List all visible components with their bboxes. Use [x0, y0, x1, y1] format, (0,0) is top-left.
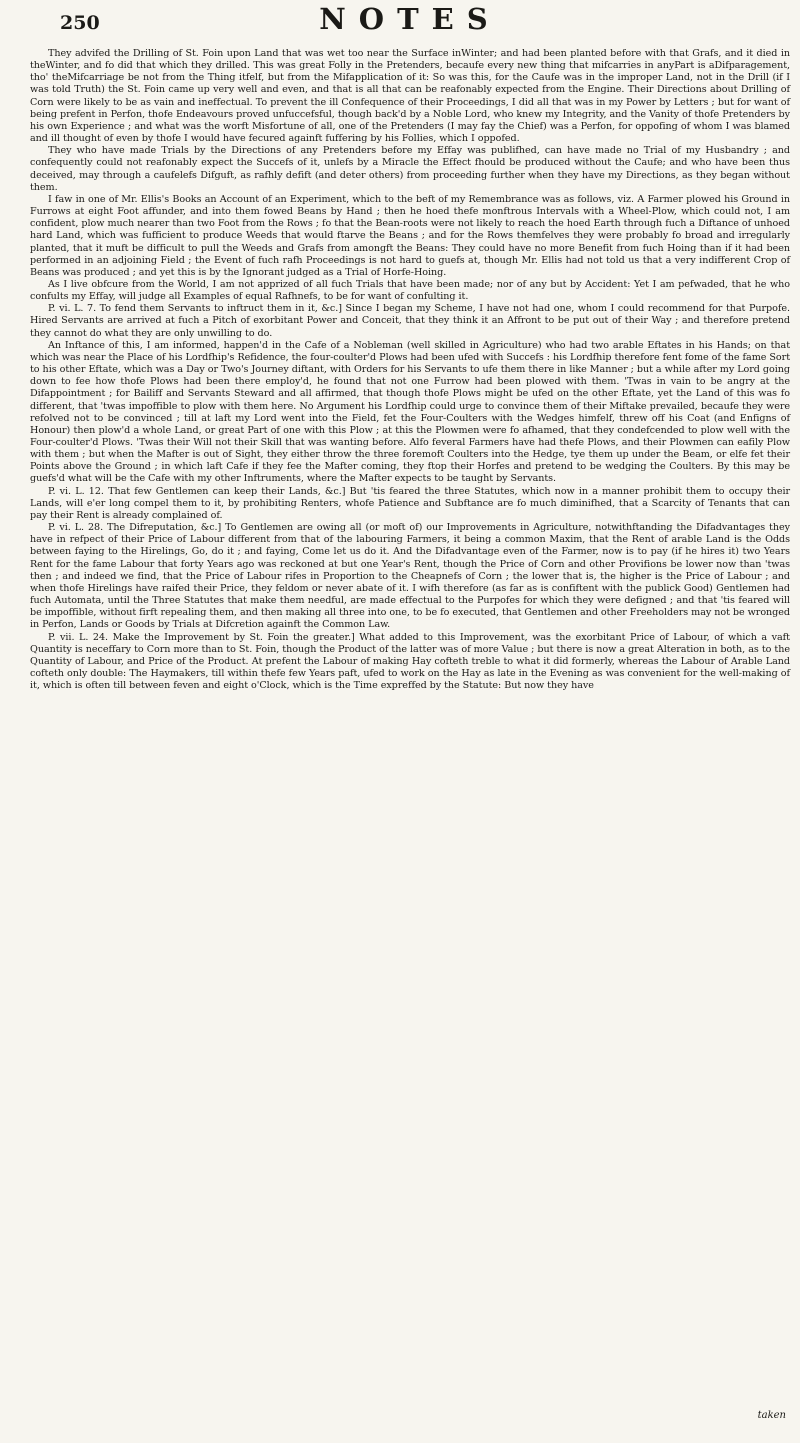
page-header — [30, 0, 790, 48]
paragraph-nobleman-instance: An Inftance of this, I am informed, happen'd in the Cafe of a Nobleman (well skilled in Agriculture) who had two arable Eftates in his Hands; on that which was near the Place of his Lordfhip's Refidence, the four-coulter'd Plows had been ufed with Succefs : his Lordfhip therefore fent fome of the fame Sort to his other Eftate, which was a Day or Two's Journey diftant, with Orders for his Servants to ufe them there in like Manner ; but a while after my Lord going down to fee how thofe Plows had been there employ'd, he found that not one Furrow had been plowed with them. 'Twas in vain to be angry at the Difappointment ; for Bailiff and Servants Steward and all affirmed, that though thofe Plows might be ufed on the other Eftate, yet the Land of this was fo different, that 'twas impoffible to plow with them here. No Argument his Lordfhip could urge to convince them of their Miftake prevailed, becaufe they were refolved not to be convinced ; till at laft my Lord went into the Field, fet the Four-Coulters with the Wedges himfelf, threw off his Coat (and Enfigns of Honour) then plow'd a whole Land, or great Part of one with this Plow ; at this the Plowmen were fo afhamed, that they condefcended to plow well with the Four-coulter'd Plows. 'Twas their Will not their Skill that was wanting before. Alfo feveral Farmers have had thefe Plows, and their Plowmen can eafily Plow with them ; but when the Mafter is out of Sight, they either throw the three foremoft Coulters into the Hedge, tye them up under the Beam, or elfe fet their Points above the Ground ; in which laft Cafe if they fee the Mafter coming, they ftop their Horfes and pretend to be wedging the Coulters. By this may be guefs'd what will be the Cafe with my other Inftruments, where the Mafter expects to be taught by Servants. — [30, 339, 790, 485]
running-head: NOTES — [319, 2, 501, 36]
paragraph-few-gentlemen-note: P. vi. L. 12. That few Gentlemen can keep their Lands, &c.] But 'tis feared the three Statutes, which now in a manner prohibit them to occupy their Lands, will e'er long compel them to it, by prohibiting Renters, whofe Patience and Subftance are fo much diminifhed, that a Scarcity of Tenants that can pay their Rent is already complained of. — [30, 485, 790, 521]
paragraph-send-servants-note: P. vi. L. 7. To fend them Servants to inftruct them in it, &c.] Since I began my Scheme, I have not had one, whom I could recommend for that Purpofe. Hired Servants are arrived at fuch a Pitch of exorbitant Power and Conceit, that they think it an Affront to be put out of their Way ; and therefore pretend they cannot do what they are only unwilling to do. — [30, 303, 790, 339]
page-number: 250 — [60, 12, 100, 34]
paragraph-st-foin-improvement-note: P. vii. L. 24. Make the Improvement by St. Foin the greater.] What added to this Improvement, was the exorbitant Price of Labour, of which a vaft Quantity is neceffary to Corn more than to St. Foin, though the Product of the latter was of more Value ; but there is now a great Alteration in both, as to the Quantity of Labour, and Price of the Product. At prefent the Labour of making Hay cofteth treble to what it did formerly, whereas the Labour of Arable Land cofteth only double: The Haymakers, till within thefe few Years paft, ufed to work on the Hay as late in the Evening as was convenient for the well-making of it, which is often till between feven and eight o'Clock, which is the Time expreffed by the Statute: But now they have — [30, 631, 790, 692]
catchword: taken — [757, 1410, 786, 1421]
notes-body — [30, 48, 790, 692]
paragraph-disreputation-note: P. vi. L. 28. The Difreputation, &c.] To Gentlemen are owing all (or moft of) our Improvements in Agriculture, notwithftanding the Difadvantages they have in refpect of their Price of Labour different from that of the labouring Farmers, it being a common Maxim, that the Rent of arable Land is the Odds between faying to the Hirelings, Go, do it ; and faying, Come let us do it. And the Difadvantage even of the Farmer, now is to pay (if he hires it) two Years Rent for the fame Labour that forty Years ago was reckoned at but one Year's Rent, though the Price of Corn and other Provifions be lower now than 'twas then ; and indeed we find, that the Price of Labour rifes in Proportion to the Cheapnefs of Corn ; the lower that is, the higher is the Price of Labour ; and when thofe Hirelings have raifed their Price, they feldom or never abate of it. I wifh therefore (as far as is confiftent with the publick Good) Gentlemen had fuch Automata, until the Three Statutes that make them needful, are made effectual to the Purpofes for which they were defigned ; and that 'tis feared will be impoffible, without firft repealing them, and then making all three into one, to be fo executed, that Gentlemen and other Freeholders may not be wronged in Perfon, Lands or Goods by Trials at Difcretion againft the Common Law. — [30, 522, 790, 631]
paragraph-obscure-from-world: As I live obfcure from the World, I am not apprized of all fuch Trials that have been made; nor of any but by Accident: Yet I am pefwaded, that he who confults my Effay, will judge all Examples of equal Rafhnefs, to be for want of confulting it. — [30, 278, 790, 303]
paragraph-trials-by-pretenders: They who have made Trials by the Directions of any Pretenders before my Effay was publifhed, can have made no Trial of my Husbandry ; and confequently could not reafonably expect the Succefs of it, unlefs by a Miracle the Effect fhould be produced without the Caufe; and who have been thus deceived, may through a caufelefs Difguft, as rafhly defift (and deter others) from proceeding further when they have my Directions, as they began without them. — [30, 145, 790, 193]
paragraph-drilling-st-foin: They advifed the Drilling of St. Foin upon Land that was wet too near the Surface inWinter; and had been planted before with that Grafs, and it died in theWinter, and fo did that which they drilled. This was great Folly in the Pretenders, becaufe every new thing that mifcarries in anyPart is aDifparagement, tho' theMifcarriage be not from the Thing itfelf, but from the Mifapplication of it: So was this, for the Caufe was in the improper Land, not in the Drill (if I was told Truth) the St. Foin came up very well and even, and that is all that can be reafonably expected from the Engine. Their Directions about Drilling of Corn were likely to be as vain and ineffectual. To prevent the ill Confequence of their Proceedings, I did all that was in my Power by Letters ; but for want of being prefent in Perfon, thofe Endeavours proved unfuccefsful, though back'd by a Noble Lord, who knew my Integrity, and the Vanity of thofe Pretenders by his own Experience ; and what was the worft Misfortune of all, one of the Pretenders (I may fay the Chief) was a Perfon, for oppofing of whom I was blamed and ill thought of even by thofe I would have fecured againft fuffering by his Follies, which I oppofed. — [30, 48, 790, 145]
paragraph-ellis-experiment: I faw in one of Mr. Ellis's Books an Account of an Experiment, which to the beft of my Remembrance was as follows, viz. A Farmer plowed his Ground in Furrows at eight Foot affunder, and into them fowed Beans by Hand ; then he hoed thefe monftrous Intervals with a Wheel-Plow, which could not, I am confident, plow much nearer than two Foot from the Rows ; fo that the Bean-roots were not likely to reach the hoed Earth through fuch a Diftance of unhoed hard Land, which was fufficient to produce Weeds that would ftarve the Beans ; and for the Rows themfelves they were probably fo broad and irregularly planted, that it muft be difficult to pull the Weeds and Grafs from amongft the Beans: They could have no more Benefit from fuch Hoing than if it had been performed in an adjoining Field ; the Event of fuch rafh Proceedings is not hard to guefs at, though Mr. Ellis had not told us that a very indifferent Crop of Beans was produced ; and yet this is by the Ignorant judged as a Trial of Horfe-Hoing. — [30, 193, 790, 278]
